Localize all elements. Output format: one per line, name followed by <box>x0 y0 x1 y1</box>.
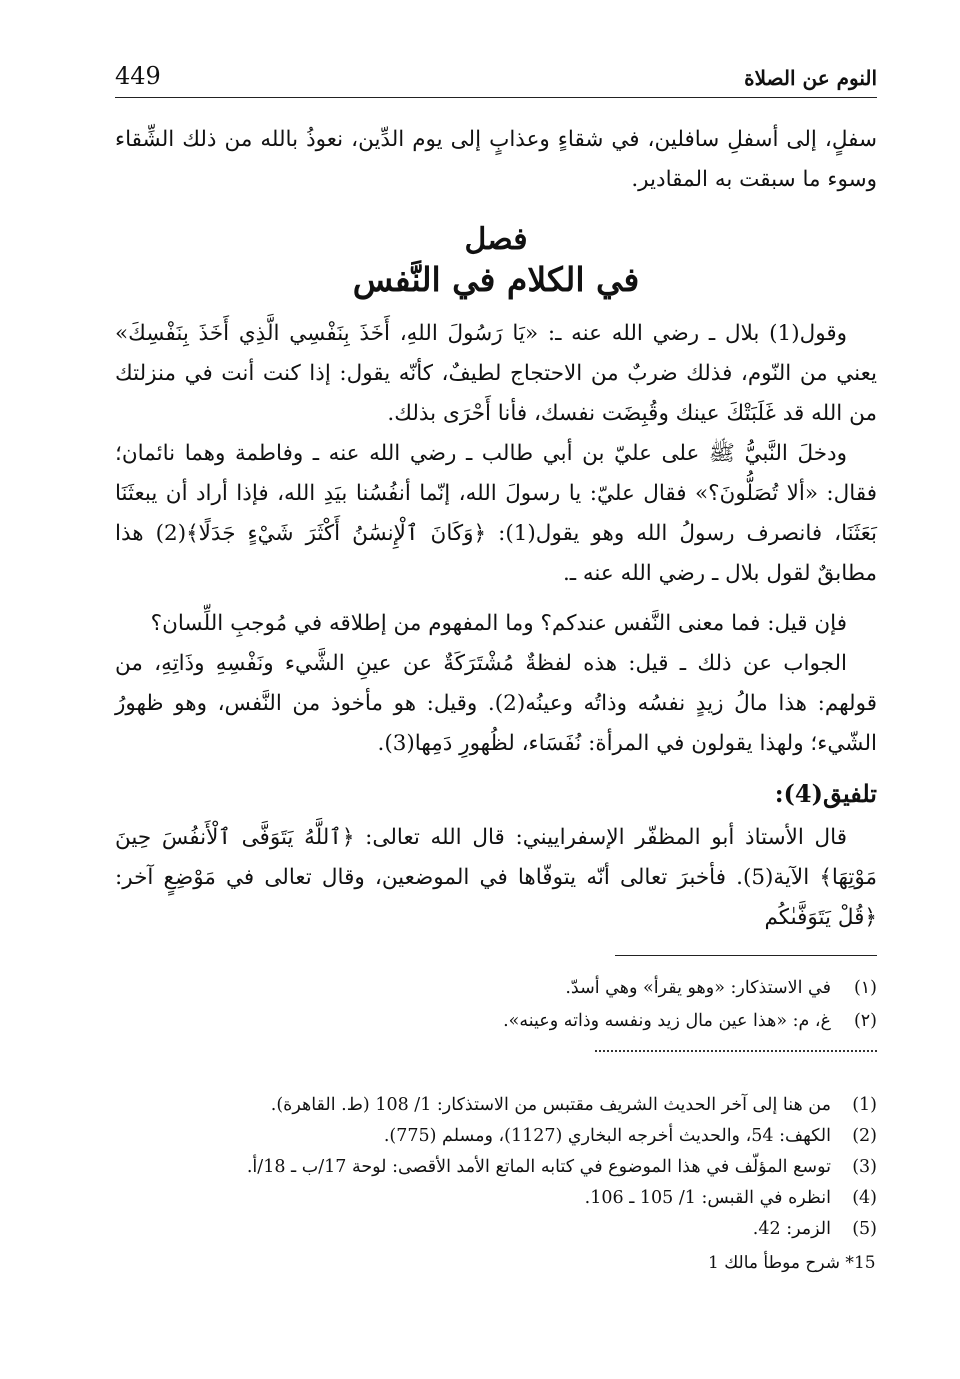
footnote-rule <box>615 955 877 956</box>
paragraph-ali: ودخلَ النَّبيُّ ﷺ على عليّ بن أبي طالب ـ رضي الله عنه ـ وفاطمة وهما نائمان؛ فقال: «ألا تُصَلُّونَ؟» فقال عليّ: يا رسولَ الله، إنّما أنفُسُنا بيَدِ الله، فإذا أراد أن يبعثَنَا بَعَثَنَا، فانصرف رسولُ الله وهو يقول(1): ﴿وَكَانَ ٱلْإِنسَٰنُ أَكْثَرَ شَيْءٍ جَدَلًا﴾(2) هذا مطابقٌ لقول بلال ـ رضي الله عنه ـ. <box>115 440 877 586</box>
footnote-number: (2) <box>852 1126 877 1146</box>
editor-footnotes <box>115 1090 877 1245</box>
manuscript-footnotes <box>115 972 877 1038</box>
footnote-number: (١) <box>853 978 877 998</box>
footnote-item <box>115 1090 877 1121</box>
footnote-item <box>115 1214 877 1245</box>
dotted-separator <box>595 1050 877 1052</box>
running-title: النوم عن الصلاة <box>744 66 877 90</box>
paragraph-answer: الجواب عن ذلك ـ قيل: هذه لفظةٌ مُشْتَرَكَةٌ عن عينِ الشَّيء ونَفْسِهِ وذَاتِهِ، من قولهم: هذا مالُ زيدٍ نفسُه وذاتُه وعينُه(2). وقيل: هو مأخوذ من النَّفس، وهو ظهورُ الشّيء؛ ولهذا يقولون في المرأة: نُفَسَاء، لظُهورِ دَمِها(3). <box>115 650 877 756</box>
footnote-text: توسع المؤلّف في هذا الموضوع في كتابه الماتع الأمد الأقصى: لوحة 17/ب ـ 18/أ. <box>246 1157 831 1177</box>
footnote-item <box>115 1005 877 1038</box>
footnote-number: (4) <box>852 1188 877 1208</box>
header-rule <box>115 97 877 98</box>
page-header <box>115 58 877 98</box>
footnote-number: (1) <box>852 1095 877 1115</box>
footnote-number: (٢) <box>853 1011 877 1031</box>
paragraph-bilal: وقول(1) بلال ـ رضي الله عنه ـ: «يَا رَسُولَ اللهِ، أَخَذَ بِنَفْسِي الَّذِي أَخَذَ بِنَفْسِكَ» يعني من النّوم، فذلك ضربٌ من الاحتجاج لطيفٌ، كأنّه يقول: إذا كنت أنت في منزلتك من الله قد غَلَبَتْكَ عينك وقُبِضَت نفسك، فأنا أَحْرَى بذلك. <box>115 320 877 426</box>
section-title: فصل <box>464 222 528 257</box>
footnote-text: في الاستذكار: «وهو يقرأ» وهي أسدّ. <box>565 978 831 998</box>
footnote-text: من هنا إلى آخر الحديث الشريف مقتبس من الاستذكار: 1/ 108 (ط. القاهرة). <box>270 1095 831 1115</box>
spacer <box>115 594 877 604</box>
footnote-item <box>115 1183 877 1214</box>
paragraph-isfarayini: قال الأستاذ أبو المظفّر الإسفراييني: قال الله تعالى: ﴿ٱللَّهُ يَتَوَفَّى ٱلْأَنفُسَ حِينَ مَوْتِهَا﴾ الآية(5). فأخبرَ تعالى أنّه يتوفّاها في الموضعين، وقال تعالى في مَوْضِعٍ آخر: ﴿قُلْ يَتَوَفَّىٰكُم <box>115 824 877 930</box>
footnote-text: الكهف: 54، والحديث أخرجه البخاري (1127)، ومسلم (775). <box>383 1126 831 1146</box>
footnote-number: (5) <box>852 1219 877 1239</box>
section-subtitle: في الكلام في النَّفس <box>352 260 640 299</box>
paragraph-question: فإن قيل: فما معنى النَّفس عندكم؟ وما المفهوم من إطلاقه في مُوجبِ اللِّسان؟ <box>150 610 847 636</box>
footnote-item <box>115 972 877 1005</box>
main-text <box>115 120 877 938</box>
footnote-item <box>115 1152 877 1183</box>
footnote-text: الزمر: 42. <box>752 1219 831 1239</box>
footnote-text: انظره في القبس: 1/ 105 ـ 106. <box>584 1188 831 1208</box>
subheading-talfiq: تلفيق(4): <box>774 778 877 808</box>
footnote-item <box>115 1121 877 1152</box>
printer-signature: 15* شرح موطأ مالك 1 <box>708 1253 876 1273</box>
page-number: 449 <box>115 62 161 90</box>
footnote-number: (3) <box>852 1157 877 1177</box>
continuation-paragraph: سفلٍ، إلى أسفلِ سافلين، في شقاءٍ وعذابٍ إلى يوم الدِّين، نعوذُ بالله من ذلك الشِّقاء وسوء ما سبقت به المقادير. <box>115 127 877 192</box>
footnote-text: غ، م: «هذا عين مال زيد ونفسه وذاته وعينه». <box>503 1011 831 1031</box>
